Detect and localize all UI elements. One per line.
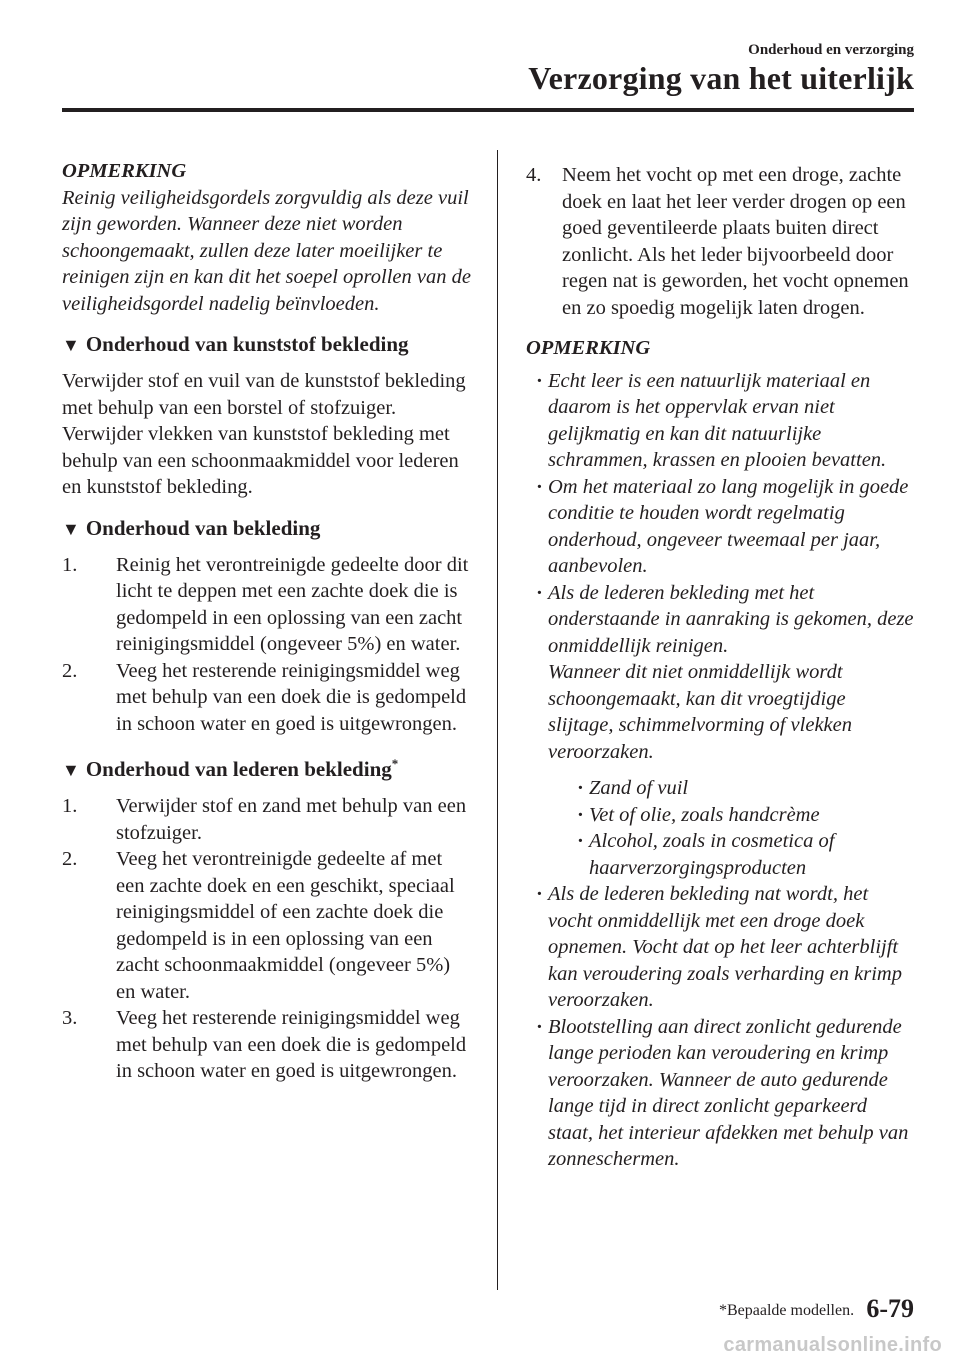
step-number: 1. — [62, 553, 78, 576]
bullet-dot-icon: · — [536, 369, 543, 392]
list-item — [526, 368, 916, 474]
bullet-dot-icon: · — [536, 581, 543, 604]
step-number: 1. — [62, 795, 78, 817]
footnote: *Bepaalde modellen. — [719, 1302, 855, 1319]
section-heading-text: Onderhoud van kunststof bekleding — [85, 332, 409, 356]
left-column — [62, 158, 474, 1085]
bullet-dot-icon: · — [577, 803, 584, 826]
step-number: 3. — [62, 1007, 78, 1029]
list-item — [526, 580, 916, 882]
watermark-text: carmanualsonline.info — [723, 1334, 942, 1356]
bullet-text: Als de lederen bekleding met het onderstaande in aanraking is gekomen, deze onmiddellijk reinigen. — [548, 581, 914, 657]
triangle-marker-icon: ▼ — [62, 335, 80, 355]
bullet-dot-icon: · — [536, 475, 543, 498]
page-title: Verzorging van het uiterlijk — [528, 60, 914, 96]
list-item — [526, 162, 916, 321]
step-number: 4. — [526, 164, 542, 186]
contaminant-list — [548, 775, 916, 881]
section-heading-text: Onderhoud van lederen bekleding — [85, 757, 392, 781]
right-column — [526, 162, 916, 1173]
bullet-dot-icon: · — [577, 830, 584, 852]
step-text: Verwijder stof en zand met behulp van een stofzuiger. — [116, 795, 467, 844]
list-item — [548, 828, 916, 881]
note-title: OPMERKING — [62, 160, 187, 182]
sub-bullet-text: Zand of vuil — [589, 777, 689, 799]
step-text: Neem het vocht op met een droge, zachte doek en laat het leer verder drogen op een goed geventileerde plaats buiten direct zonlicht. Als het leder bijvoorbeeld door regen nat is geworden, het vocht opnemen en zo spoedig mogelijk laten drogen. — [562, 164, 909, 319]
leather-steps-continued — [526, 162, 916, 321]
bullet-dot-icon: · — [577, 777, 584, 799]
section-heading-leather — [62, 751, 474, 783]
bullet-text: Echt leer is een natuurlijk materiaal en daarom is het oppervlak ervan niet gelijkmatig en kan dit natuurlijke schrammen, krassen en plooien bevatten. — [548, 369, 887, 471]
list-item — [62, 846, 474, 1005]
optional-equipment-mark: * — [391, 756, 399, 771]
list-item — [548, 775, 916, 802]
bullet-text: Blootstelling aan direct zonlicht gedurende lange perioden kan veroudering en krimp veroorzaken. Wanneer de auto gedurende lange tijd in direct zonlicht geparkeerd staat, het interieur afdekken met behulp van zonneschermen. — [548, 1015, 909, 1170]
bullet-text-continued: Wanneer dit niet onmiddellijk wordt schoongemaakt, kan dit vroegtijdige slijtage, schimmelvorming of vlekken veroorzaken. — [548, 661, 852, 763]
leather-steps — [62, 793, 474, 1085]
list-item — [62, 793, 474, 846]
step-number: 2. — [62, 659, 78, 682]
note-body: Reinig veiligheidsgordels zorgvuldig als deze vuil zijn geworden. Wanneer deze niet worden schoongemaakt, zullen deze later moeilijker te reinigen zijn en kan dit het soepel oprollen van de veiligheidsgordel nadelig beïnvloeden. — [62, 186, 471, 315]
list-item — [526, 474, 916, 580]
column-divider — [497, 150, 498, 1290]
list-item — [62, 1005, 474, 1085]
note-title: OPMERKING — [526, 337, 651, 359]
upholstery-steps — [62, 552, 474, 738]
section-heading-plastic — [62, 331, 474, 358]
list-item — [526, 881, 916, 1014]
bullet-dot-icon: · — [536, 1015, 543, 1038]
paragraph: Verwijder stof en vuil van de kunststof bekleding met behulp van een borstel of stofzuiger. — [62, 370, 466, 419]
section-heading-text: Onderhoud van bekleding — [85, 515, 321, 540]
step-number: 2. — [62, 848, 78, 870]
triangle-marker-icon: ▼ — [62, 518, 80, 539]
list-item — [62, 658, 474, 738]
bullet-dot-icon: · — [536, 883, 543, 905]
section-heading-upholstery — [62, 515, 474, 542]
list-item — [548, 802, 916, 829]
sub-bullet-text: Alcohol, zoals in cosmetica of haarverzorgingsproducten — [589, 830, 835, 879]
list-item — [62, 552, 474, 658]
triangle-marker-icon: ▼ — [62, 760, 80, 780]
paragraph: Verwijder vlekken van kunststof bekleding met behulp van een schoonmaakmiddel voor lederen en kunststof bekleding. — [62, 423, 459, 498]
bullet-text: Als de lederen bekleding nat wordt, het vocht onmiddellijk met een droge doek opnemen. Vocht dat op het leer achterblijft kan veroudering zoals verharding en krimp veroorzaken. — [548, 883, 902, 1011]
step-text: Veeg het resterende reinigingsmiddel weg met behulp van een doek die is gedompeld in schoon water en goed is uitgewrongen. — [116, 1007, 467, 1082]
step-text: Veeg het verontreinigde gedeelte af met een zachte doek en een geschikt, speciaal reinigingsmiddel of een zachte doek die gedompeld is in een oplossing van een zacht schoonmaakmiddel (ongeveer 5%) en water. — [116, 848, 455, 1003]
header-section-label: Onderhoud en verzorging — [748, 42, 914, 58]
step-text: Veeg het resterende reinigingsmiddel weg met behulp van een doek die is gedompeld in schoon water en goed is uitgewrongen. — [116, 659, 467, 735]
step-text: Reinig het verontreinigde gedeelte door dit licht te deppen met een zachte doek die is gedompeld in een oplossing van een zacht reinigingsmiddel (ongeveer 5%) en water. — [116, 553, 469, 655]
page-number: 6-79 — [866, 1294, 914, 1323]
sub-bullet-text: Vet of olie, zoals handcrème — [589, 803, 820, 826]
note-bullets — [526, 368, 916, 1173]
bullet-text: Om het materiaal zo lang mogelijk in goede conditie te houden wordt regelmatig onderhoud, ongeveer tweemaal per jaar, aanbevolen. — [548, 475, 909, 577]
list-item — [526, 1014, 916, 1173]
header-rule — [62, 108, 914, 112]
